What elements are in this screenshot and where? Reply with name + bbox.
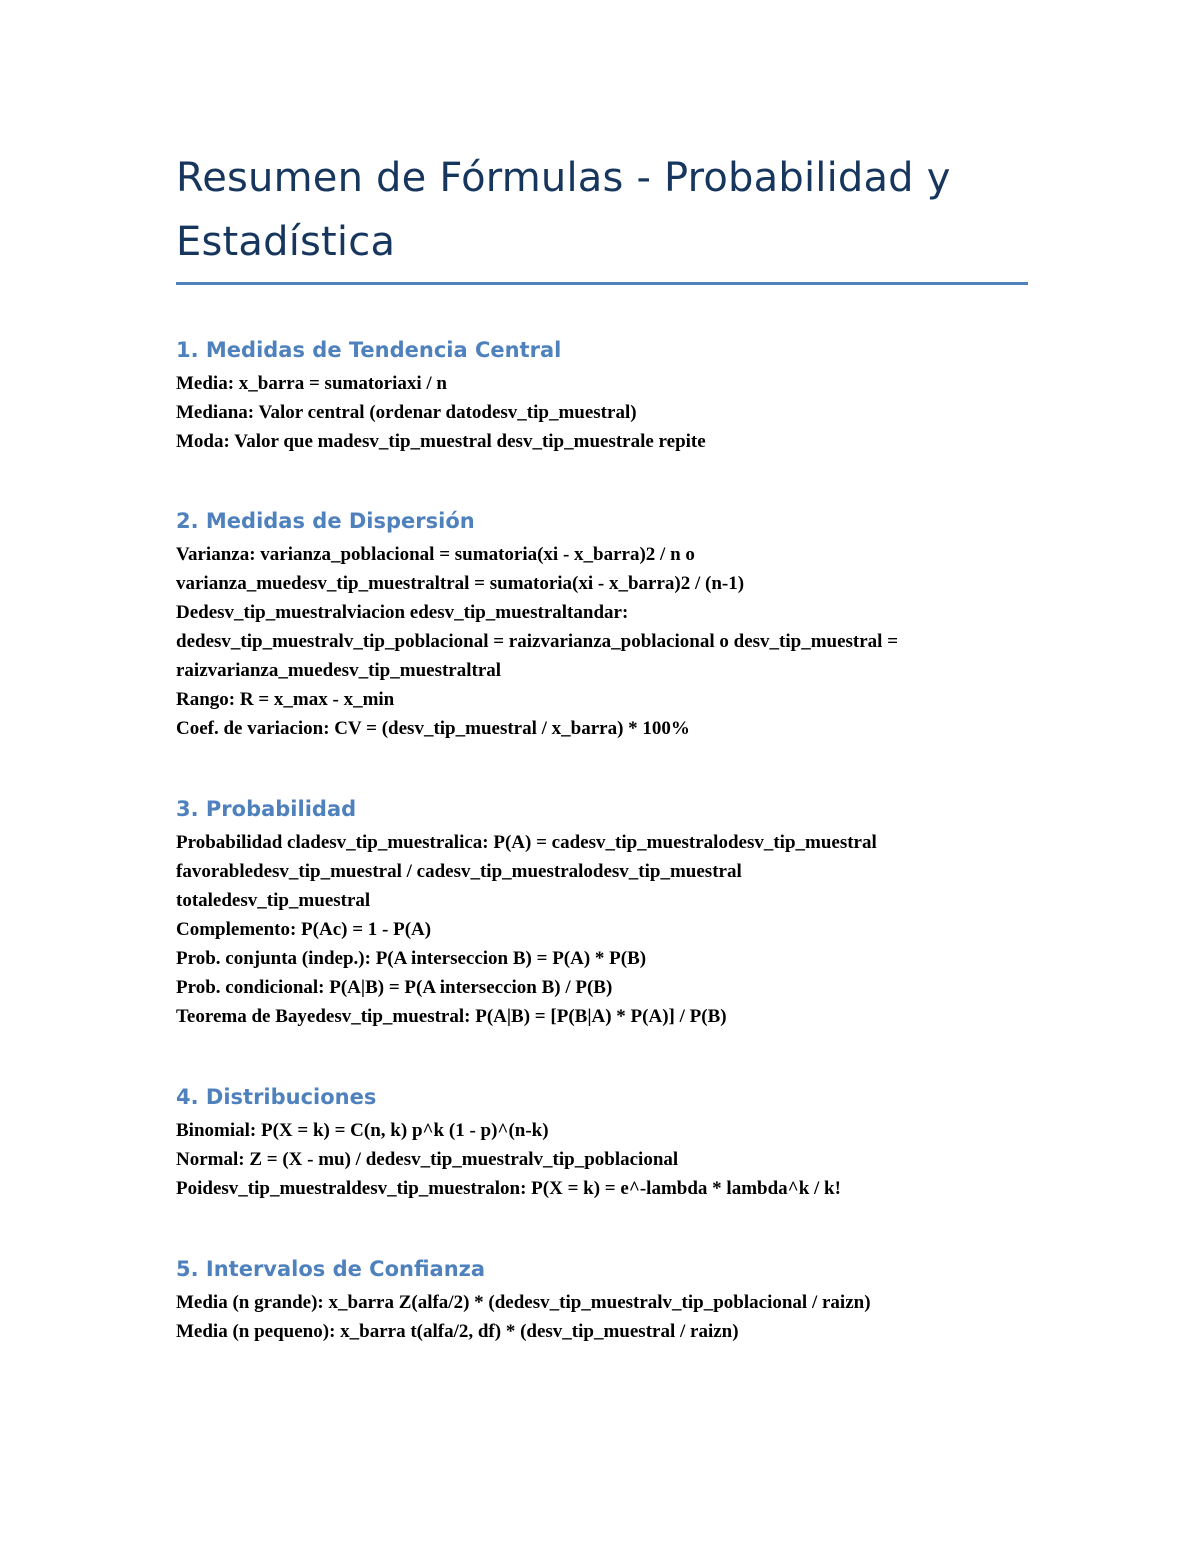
formula-prob-clasica-cont2: totaledesv_tip_muestral <box>176 890 371 911</box>
title-divider <box>176 282 1028 285</box>
section-heading: 5. Intervalos de Confianza <box>176 1257 486 1281</box>
section-heading: 2. Medidas de Dispersión <box>176 509 475 533</box>
formula-varianza: Varianza: varianza_poblacional = sumatoria(xi - x_barra)2 / n o <box>176 544 695 565</box>
document-title-line-2: Estadística <box>176 219 396 265</box>
formula-normal: Normal: Z = (X - mu) / dedesv_tip_muestralv_tip_poblacional <box>176 1149 679 1170</box>
formula-coef-variacion: Coef. de variacion: CV = (desv_tip_muestral / x_barra) * 100% <box>176 718 690 739</box>
section-intervalos <box>176 1256 1028 1346</box>
formula-varianza-muestral: varianza_muedesv_tip_muestraltral = sumatoria(xi - x_barra)2 / (n-1) <box>176 573 745 594</box>
section-tendencia-central <box>176 337 1028 456</box>
formula-mediana: Mediana: Valor central (ordenar datodesv_tip_muestral) <box>176 402 637 423</box>
formula-rango: Rango: R = x_max - x_min <box>176 689 395 710</box>
section-probabilidad <box>176 796 1028 1031</box>
section-heading: 3. Probabilidad <box>176 797 357 821</box>
section-dispersion <box>176 508 1028 743</box>
formula-moda: Moda: Valor que madesv_tip_muestral desv_tip_muestrale repite <box>176 431 706 452</box>
formula-prob-clasica: Probabilidad cladesv_tip_muestralica: P(A) = cadesv_tip_muestralodesv_tip_muestral <box>176 832 877 853</box>
section-distribuciones <box>176 1084 1028 1203</box>
formula-prob-condicional: Prob. condicional: P(A|B) = P(A interseccion B) / P(B) <box>176 977 613 998</box>
formula-prob-clasica-cont: favorabledesv_tip_muestral / cadesv_tip_muestralodesv_tip_muestral <box>176 861 742 882</box>
formula-poisson: Poidesv_tip_muestraldesv_tip_muestralon: P(X = k) = e^-lambda * lambda^k / k! <box>176 1178 841 1199</box>
formula-binomial: Binomial: P(X = k) = C(n, k) p^k (1 - p)^(n-k) <box>176 1120 549 1141</box>
formula-complemento: Complemento: P(Ac) = 1 - P(A) <box>176 919 432 940</box>
formula-desviacion: dedesv_tip_muestralv_tip_poblacional = raizvarianza_poblacional o desv_tip_muestral = <box>176 631 899 652</box>
formula-bayes: Teorema de Bayedesv_tip_muestral: P(A|B) = [P(B|A) * P(A)] / P(B) <box>176 1006 727 1027</box>
document-page <box>176 146 1028 1346</box>
formula-desviacion-cont: raizvarianza_muedesv_tip_muestraltral <box>176 660 502 681</box>
document-title-line-1: Resumen de Fórmulas - Probabilidad y <box>176 155 951 201</box>
section-heading: 4. Distribuciones <box>176 1085 377 1109</box>
section-heading: 1. Medidas de Tendencia Central <box>176 338 562 362</box>
formula-desviacion-label: Dedesv_tip_muestralviacion edesv_tip_muestraltandar: <box>176 602 629 623</box>
formula-media: Media: x_barra = sumatoriaxi / n <box>176 373 448 394</box>
formula-ic-n-grande: Media (n grande): x_barra Z(alfa/2) * (dedesv_tip_muestralv_tip_poblacional / raizn) <box>176 1292 871 1313</box>
document-title <box>176 146 1028 274</box>
formula-ic-n-pequeno: Media (n pequeno): x_barra t(alfa/2, df) * (desv_tip_muestral / raizn) <box>176 1321 739 1342</box>
formula-prob-conjunta: Prob. conjunta (indep.): P(A interseccion B) = P(A) * P(B) <box>176 948 647 969</box>
